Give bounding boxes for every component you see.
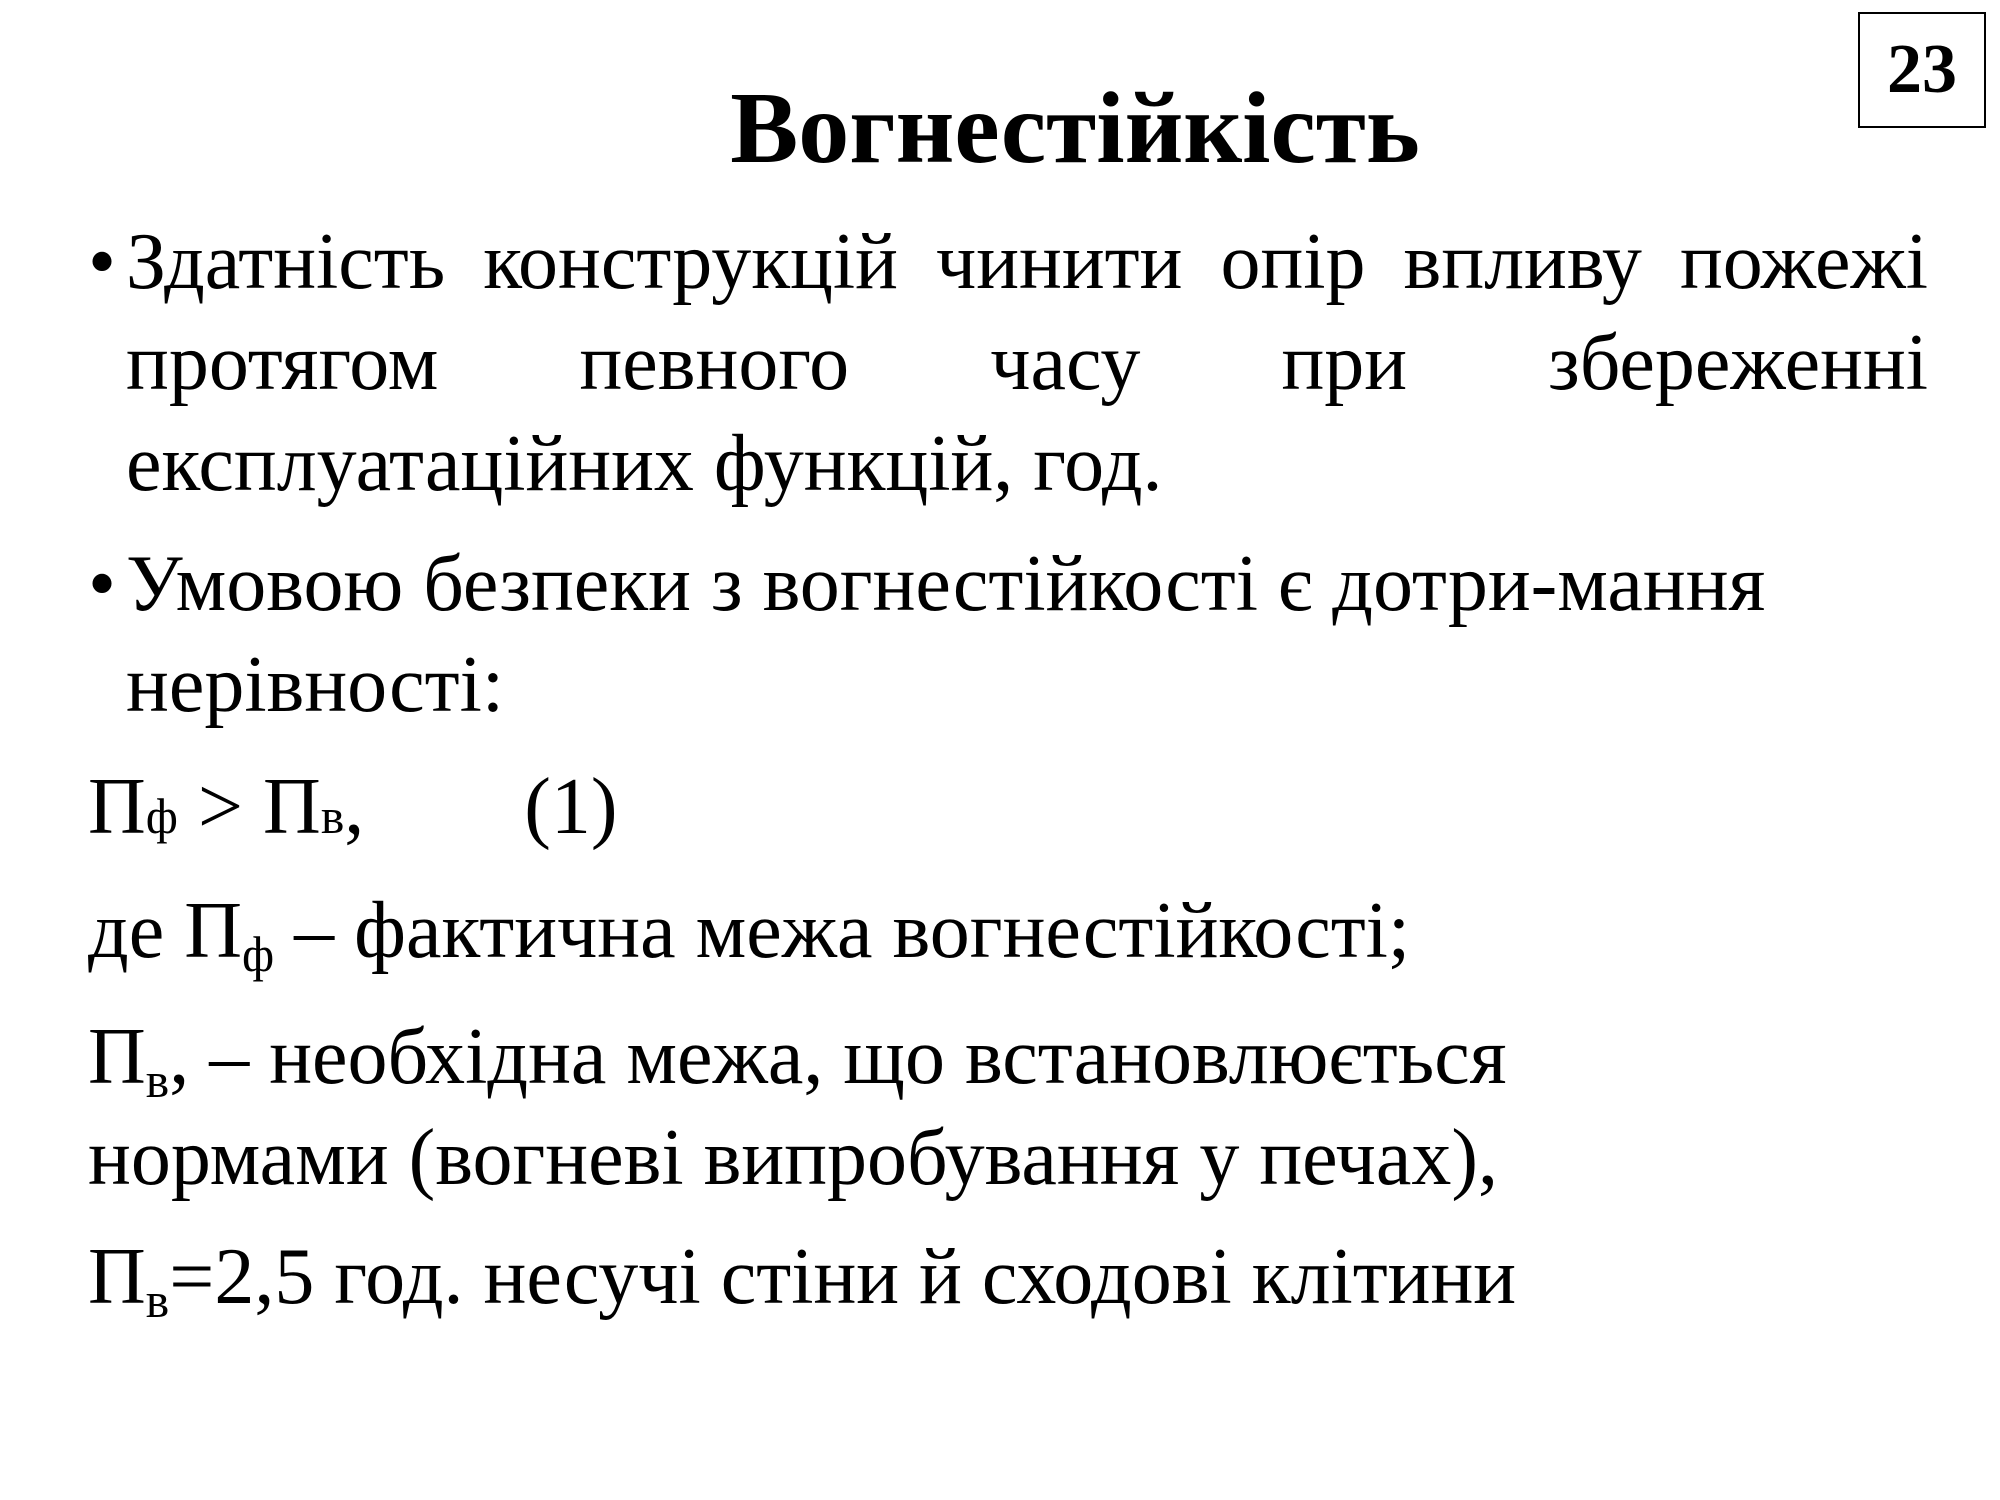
definition-subscript: ф (242, 926, 275, 982)
bullet-text: Здатність конструкцій чинити опір впливу пожежі протягом певного часу при збереженні експлуатаційних функцій, год. (126, 218, 1928, 508)
definition-subscript: в (145, 1272, 170, 1328)
definition-value-example (88, 1227, 1928, 1328)
definition-symbol: П (184, 887, 242, 975)
page-number: 23 (1858, 12, 1986, 128)
formula: П ф > П в , (1) (88, 757, 1928, 869)
bullet-icon: • (88, 218, 117, 306)
definition-text: =2,5 год. несучі стіни й сходові клітини (169, 1233, 1517, 1321)
definition-required-limit (88, 1007, 1928, 1209)
slide-content (88, 212, 1928, 1328)
formula-left-symbol: П (88, 763, 146, 851)
bullet-item-definition (88, 212, 1928, 515)
definition-subscript: в (145, 1052, 170, 1108)
bullet-text: Умовою безпеки з вогнестійкості є дотри-мання нерівності: (126, 540, 1766, 729)
bullet-item-condition (88, 534, 1928, 736)
definition-actual-limit (88, 881, 1928, 999)
formula-number: (1) (524, 763, 618, 851)
slide-title: Вогнестійкість (730, 72, 1420, 185)
definition-line-1 (88, 1007, 1928, 1108)
definition-text: – фактична межа вогнестійкості; (274, 887, 1411, 975)
formula-right-symbol: П (263, 763, 321, 851)
definition-text: , – необхідна межа, що встановлюється (169, 1013, 1507, 1101)
definition-symbol: П (88, 1233, 146, 1321)
formula-trailing: , (344, 763, 365, 851)
definition-prefix: де (88, 887, 185, 975)
definition-symbol: П (88, 1013, 146, 1101)
formula-operator: > (177, 763, 264, 851)
definition-line-2: нормами (вогневі випробування у печах), (88, 1114, 1499, 1202)
bullet-icon: • (88, 540, 117, 628)
